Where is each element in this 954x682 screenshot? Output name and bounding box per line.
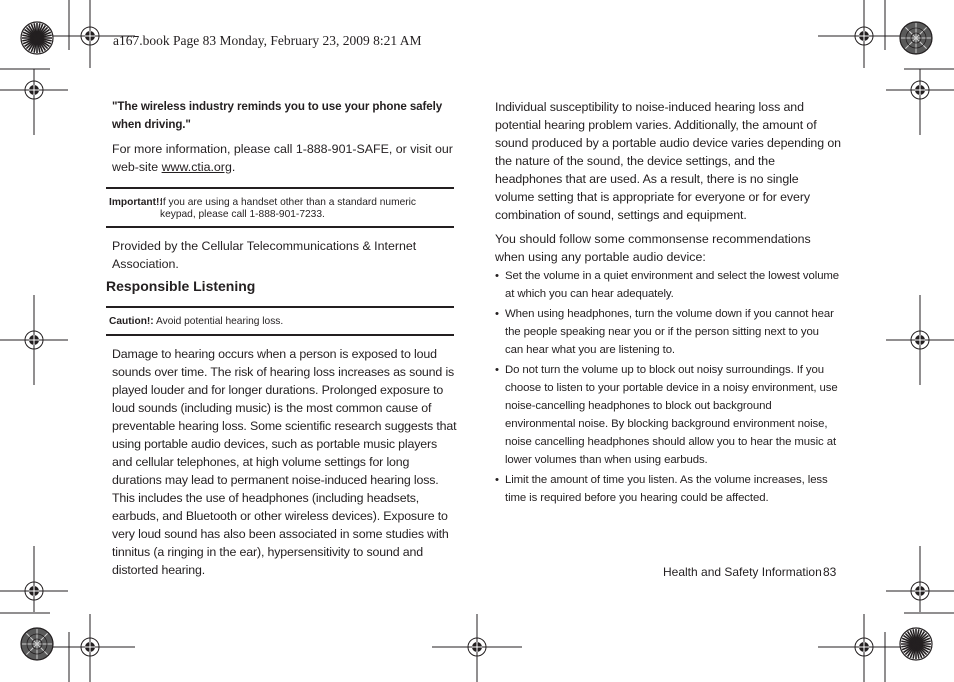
print-header: a167.book Page 83 Monday, February 23, 2009 8:21 AM	[113, 33, 422, 48]
caution-label: Caution!:	[109, 316, 154, 327]
damage-paragraph: Damage to hearing occurs when a person is exposed to loud sounds over time. The risk of hearing loss increases as sound is played louder and for longer durations. Prolonged exposure to loud sounds (including music) is the most common cause of preventable hearing loss. Some scientific research suggests that using portable audio devices, such as portable music players and cellular telephones, at high volume settings for long durations may lead to permanent noise-induced hearing loss. This includes the use of headphones (including headsets, earbuds, and Bluetooth or other wireless devices). Exposure to very loud sound has also been associated in some studies with tinnitus (a ringing in the ear), hypersensitivity to sound and distorted hearing.	[112, 347, 457, 577]
susceptibility-paragraph: Individual susceptibility to noise-induced hearing loss and potential hearing problem varies. Additionally, the amount of sound produced by a portable audio device varies depending on the nature of the sound, the device settings, and the headphones that are used. As a result, there is no single volume setting that is appropriate for everyone or for every combination of sound, settings and equipment.	[495, 100, 841, 222]
footer-section-title: Health and Safety Information	[663, 565, 822, 579]
bullet-icon: •	[495, 474, 499, 486]
recommendation-intro: You should follow some commonsense recommendations when using any portable audio device:	[495, 232, 811, 264]
bullet-icon: •	[495, 364, 499, 376]
bullet-icon: •	[495, 308, 499, 320]
provided-by-text: Provided by the Cellular Telecommunications & Internet Association.	[112, 239, 417, 271]
important-label: Important!:	[109, 197, 163, 208]
important-note	[106, 187, 454, 228]
info-paragraph	[112, 140, 457, 176]
caution-note	[106, 306, 454, 336]
bullet-icon: •	[495, 270, 499, 282]
recommendation-list	[495, 267, 840, 509]
info-end: .	[231, 160, 236, 174]
important-text: If you are using a handset other than a standard numeric keypad, please call 1-888-901-7233.	[160, 197, 416, 220]
list-item: • Do not turn the volume up to block out noisy surroundings. If you choose to listen to your portable device in a noisy environment, use noise-cancelling headphones to block out background environmental noise. By blocking background environment noise, noise cancelling headphones should allow you to hear the music at lower volumes than when using earbuds.	[495, 361, 840, 469]
list-item: • When using headphones, turn the volume down if you cannot hear the people speaking near you or if the person sitting next to you can hear what you are listening to.	[495, 305, 840, 359]
caution-text: Avoid potential hearing loss.	[155, 316, 284, 327]
section-heading: Responsible Listening	[106, 278, 256, 294]
list-item: • Set the volume in a quiet environment and select the lowest volume at which you can hear adequately.	[495, 267, 840, 303]
ctia-link[interactable]: www.ctia.org	[161, 160, 232, 174]
safety-quote: "The wireless industry reminds you to use your phone safely when driving."	[112, 100, 443, 131]
page-number: 83	[823, 565, 837, 579]
info-text: For more information, please call 1-888-901-SAFE, or visit our web-site	[112, 142, 453, 174]
list-item: • Limit the amount of time you listen. As the volume increases, less time is required before you hearing could be affected.	[495, 471, 840, 507]
